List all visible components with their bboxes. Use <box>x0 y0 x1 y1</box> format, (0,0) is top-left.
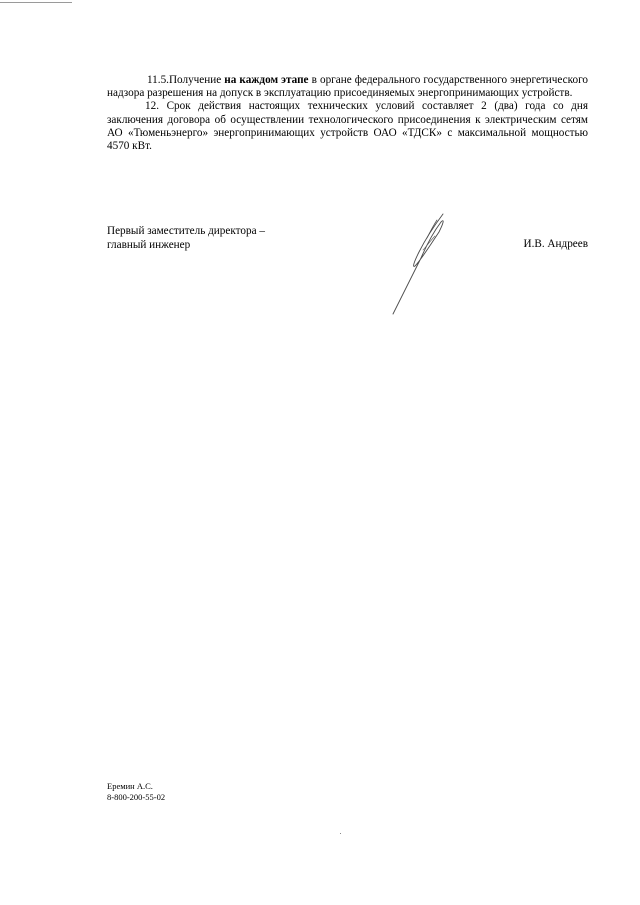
scan-speck <box>340 833 341 834</box>
paragraph-12: 12. Срок действия настоящих технических условий составляет 2 (два) года со дня заключения договора об осуществлении технологического присоединения к электрическим сетям АО «Тюменьэнерго» энергопринимающих устройств ОАО «ТДСК» с максимальной мощностью 4570 кВт. <box>107 100 588 153</box>
paragraph-11-5-lead: 11.5.Получение <box>147 74 225 86</box>
document-body <box>107 74 588 153</box>
executor-phone: 8-800-200-55-02 <box>107 792 166 802</box>
signatory-name: И.В. Андреев <box>523 238 588 250</box>
executor-contact <box>107 781 165 803</box>
handwritten-signature <box>379 210 459 320</box>
signatory-title-line1: Первый заместитель директора – <box>107 225 265 237</box>
paragraph-11-5-rest: в органе федерального государственного энергетического надзора разрешения на допуск в эксплуатацию присоединяемых энергопринимающих устройств. <box>107 74 588 100</box>
top-rule-line <box>0 2 72 3</box>
paragraph-11-5-emphasis: на каждом этапе <box>224 74 309 86</box>
executor-name: Еремин А.С. <box>107 781 153 791</box>
signatory-title <box>107 224 265 252</box>
signatory-title-line2: главный инженер <box>107 239 191 251</box>
signature-block <box>107 224 588 344</box>
paragraph-11-5 <box>107 74 588 100</box>
